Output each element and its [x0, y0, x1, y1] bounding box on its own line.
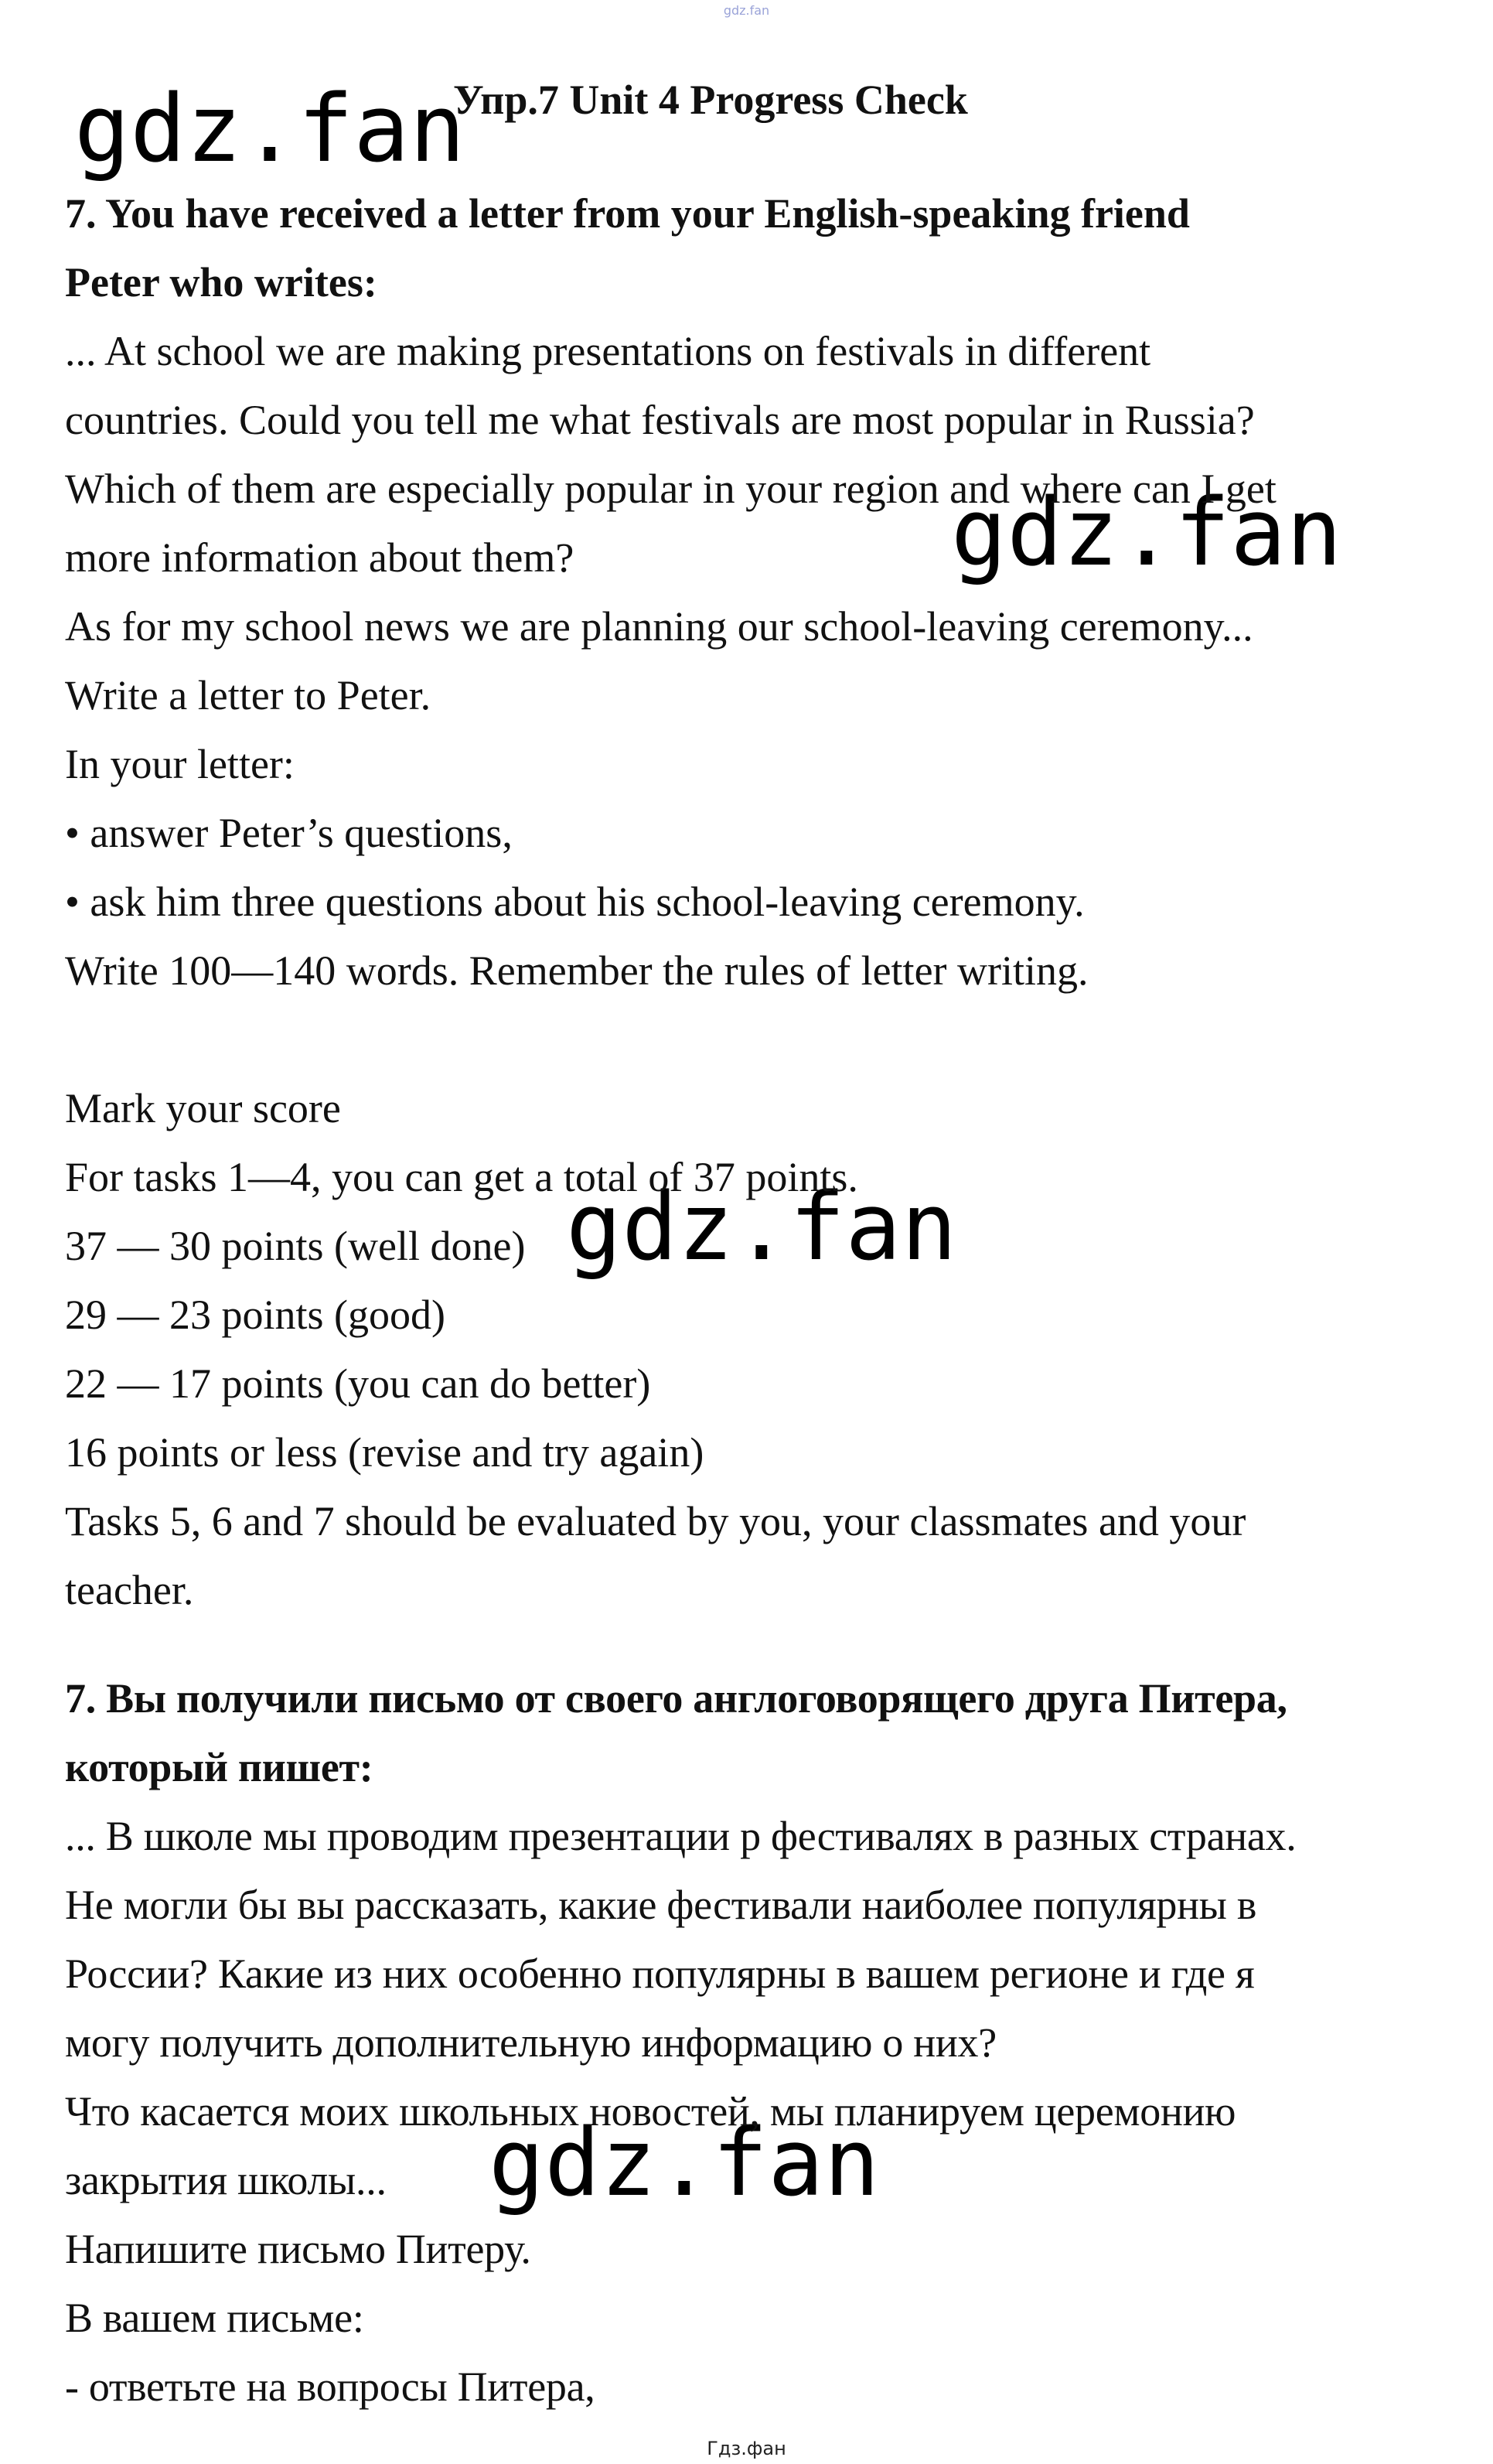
russian-letter-line: Не могли бы вы рассказать, какие фестивали наиболее популярны в [65, 1882, 1257, 1928]
english-task-heading-line: Peter who writes: [65, 259, 377, 305]
score-line: 37 — 30 points (well done) [65, 1223, 526, 1269]
russian-letter-line: Что касается моих школьных новостей, мы планируем церемонию [65, 2088, 1236, 2135]
russian-letter-line: могу получить дополнительную информацию о них? [65, 2019, 997, 2066]
english-letter-line: more information about them? [65, 534, 574, 581]
footer-site-name: Гдз.фан [707, 2438, 786, 2459]
english-section [65, 179, 1449, 1625]
russian-letter-line: ... В школе мы проводим презентации р фестивалях в разных странах. [65, 1813, 1297, 1859]
russian-instruction-line: В вашем письме: [65, 2295, 364, 2341]
score-line: 16 points or less (revise and try again) [65, 1429, 704, 1476]
score-line: teacher. [65, 1567, 194, 1613]
russian-task-heading-line: 7. Вы получили письмо от своего англоговорящего друга Питера, [65, 1675, 1287, 1722]
english-instruction-line: • ask him three questions about his school-leaving ceremony. [65, 879, 1085, 925]
english-instruction-line: • answer Peter’s questions, [65, 810, 513, 856]
watermark-4: gdz.fan [489, 2110, 880, 2217]
english-instruction-line: In your letter: [65, 741, 295, 787]
top-site-mark: gdz.fan [723, 3, 770, 18]
spacer [65, 1005, 1449, 1074]
score-line: 29 — 23 points (good) [65, 1292, 445, 1338]
english-letter-line: Which of them are especially popular in your region and where can I get [65, 466, 1277, 512]
score-line: Tasks 5, 6 and 7 should be evaluated by you, your classmates and your [65, 1498, 1246, 1544]
russian-section [65, 1664, 1449, 2421]
english-task-heading-line: 7. You have received a letter from your English-speaking friend [65, 190, 1190, 237]
score-line: 22 — 17 points (you can do better) [65, 1360, 651, 1407]
russian-task-heading-line: который пишет: [65, 1744, 373, 1790]
russian-letter-line: закрытия школы... [65, 2157, 387, 2203]
score-heading: Mark your score [65, 1085, 341, 1131]
russian-instruction-line: - ответьте на вопросы Питера, [65, 2363, 595, 2410]
watermark-1: gdz.fan [74, 76, 465, 183]
score-line: For tasks 1—4, you can get a total of 37 points. [65, 1154, 858, 1200]
english-letter-line: countries. Could you tell me what festivals are most popular in Russia? [65, 397, 1255, 443]
english-instruction-line: Write 100—140 words. Remember the rules of letter writing. [65, 947, 1089, 994]
watermark-2: gdz.fan [951, 479, 1342, 587]
english-letter-line: As for my school news we are planning our school-leaving ceremony... [65, 603, 1253, 650]
page-title: Упр.7 Unit 4 Progress Check [453, 77, 968, 123]
watermark-3: gdz.fan [566, 1174, 957, 1281]
russian-instruction-line: Напишите письмо Питеру. [65, 2226, 531, 2272]
english-instruction-line: Write a letter to Peter. [65, 672, 431, 718]
russian-letter-line: России? Какие из них особенно популярны в вашем регионе и где я [65, 1950, 1255, 1997]
english-letter-line: ... At school we are making presentations on festivals in different [65, 328, 1151, 374]
